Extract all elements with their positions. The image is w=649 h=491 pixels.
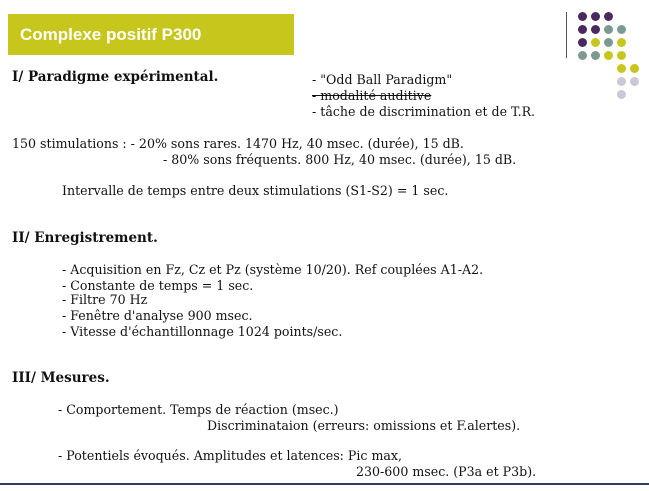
evoked-potential-line: - Potentiels évoqués. Amplitudes et latences: Pic max, — [58, 448, 403, 463]
dot — [630, 64, 639, 73]
section2-heading: II/ Enregistrement. — [12, 230, 158, 246]
recording-item: - Acquisition en Fz, Cz et Pz (système 10/20). Ref couplées A1-A2. — [62, 262, 484, 277]
bottom-rule — [0, 483, 649, 485]
dot — [617, 38, 626, 47]
behaviour-line: Discriminataion (erreurs: omissions et F.alertes). — [207, 418, 521, 433]
recording-item: - Filtre 70 Hz — [62, 292, 148, 307]
dot — [617, 25, 626, 34]
dot — [630, 77, 639, 86]
section3-heading: III/ Mesures. — [12, 370, 110, 386]
dot — [617, 64, 626, 73]
section1-heading: I/ Paradigme expérimental. — [12, 69, 219, 85]
paradigm-item: - tâche de discrimination et de T.R. — [312, 104, 536, 119]
stimulation-line: - 80% sons fréquents. 800 Hz, 40 msec. (durée), 15 dB. — [163, 152, 517, 167]
dot — [617, 90, 626, 99]
dot — [617, 51, 626, 60]
behaviour-line: - Comportement. Temps de réaction (msec.) — [58, 402, 339, 417]
evoked-potential-line: 230-600 msec. (P3a et P3b). — [356, 464, 537, 479]
paradigm-item: - modalité auditive — [312, 88, 432, 103]
recording-item: - Constante de temps = 1 sec. — [62, 278, 254, 293]
paradigm-item: - "Odd Ball Paradigm" — [312, 72, 453, 87]
dot — [617, 77, 626, 86]
recording-item: - Vitesse d'échantillonnage 1024 points/sec. — [62, 324, 343, 339]
interval-line: Intervalle de temps entre deux stimulations (S1-S2) = 1 sec. — [62, 183, 449, 198]
stimulation-line: 150 stimulations : - 20% sons rares. 1470 Hz, 40 msec. (durée), 15 dB. — [12, 136, 464, 151]
slide-title: Complexe positif P300 — [20, 24, 202, 44]
recording-item: - Fenêtre d'analyse 900 msec. — [62, 308, 253, 323]
